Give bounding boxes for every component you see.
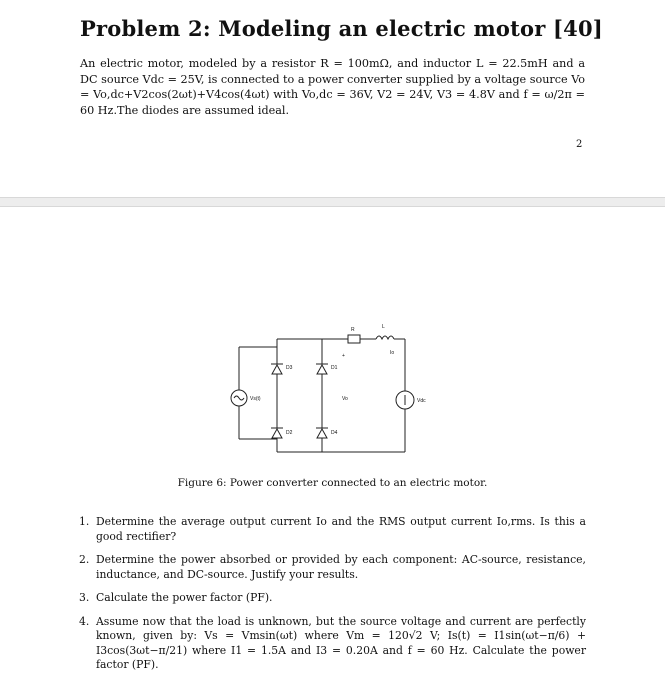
- label-io: Io: [390, 350, 395, 356]
- question-number: 2.: [79, 553, 90, 566]
- label-r: R: [351, 327, 355, 333]
- question-text: Calculate the power factor (PF).: [96, 591, 273, 604]
- question-text: Determine the power absorbed or provided by each component: AC-source, resistance, inductance, and DC-source. Justify your results.: [96, 553, 586, 581]
- question-item: [79, 553, 586, 582]
- document-page-1: [0, 0, 665, 198]
- label-vo: Vo: [342, 396, 348, 402]
- question-item: [79, 591, 586, 606]
- question-number: 4.: [79, 614, 90, 628]
- label-d3: D3: [286, 365, 293, 371]
- diode-d4-symbol: [317, 429, 327, 438]
- inductor-symbol: [376, 336, 394, 339]
- figure-caption: Figure 6: Power converter connected to an electric motor.: [177, 477, 488, 489]
- label-d2: D2: [286, 430, 293, 436]
- label-d1: D1: [331, 365, 338, 371]
- problem-title: Problem 2: Modeling an electric motor [40]: [80, 16, 603, 41]
- circuit-diagram: [0, 207, 665, 477]
- problem-intro: An electric motor, modeled by a resistor R = 100mΩ, and inductor L = 22.5mH and a DC source Vdc = 25V, is connected to a power converter supplied by a voltage source Vo = Vo,dc+V2cos(2ωt)+V4cos(4ωt) with Vo,dc = 36V, V2 = 24V, V3 = 4.8V and f = ω/2π = 60 Hz.The diodes are assumed ideal.: [80, 57, 585, 117]
- diode-d3-symbol: [272, 365, 282, 374]
- diode-d1-symbol: [317, 365, 327, 374]
- document-page-2: [0, 206, 665, 700]
- label-l: L: [382, 324, 385, 330]
- question-list: [79, 515, 586, 682]
- diode-d2-symbol: [272, 429, 282, 438]
- question-number: 3.: [79, 591, 90, 604]
- question-number: 1.: [79, 515, 90, 528]
- label-d4: D4: [331, 430, 338, 436]
- resistor-symbol: [348, 335, 360, 343]
- label-vdc: Vdc: [417, 398, 426, 404]
- label-vs: Vs(t): [250, 396, 261, 402]
- question-item: [79, 614, 586, 673]
- question-item: [79, 515, 586, 544]
- question-text: Assume now that the load is unknown, but the source voltage and current are perfectly known, given by: Vs = Vmsin(ωt) where Vm = 120√2 V; Is(t) = I1sin(ωt−π/6) + I3cos(3ωt−π/21) where I1 = 1.5A and I3 = 0.20A and f = 60 Hz. Calculate the power factor (PF).: [96, 614, 586, 671]
- question-text: Determine the average output current Io and the RMS output current Io,rms. Is this a good rectifier?: [96, 515, 586, 543]
- page-number: 2: [576, 139, 583, 150]
- label-plus: +: [342, 353, 345, 359]
